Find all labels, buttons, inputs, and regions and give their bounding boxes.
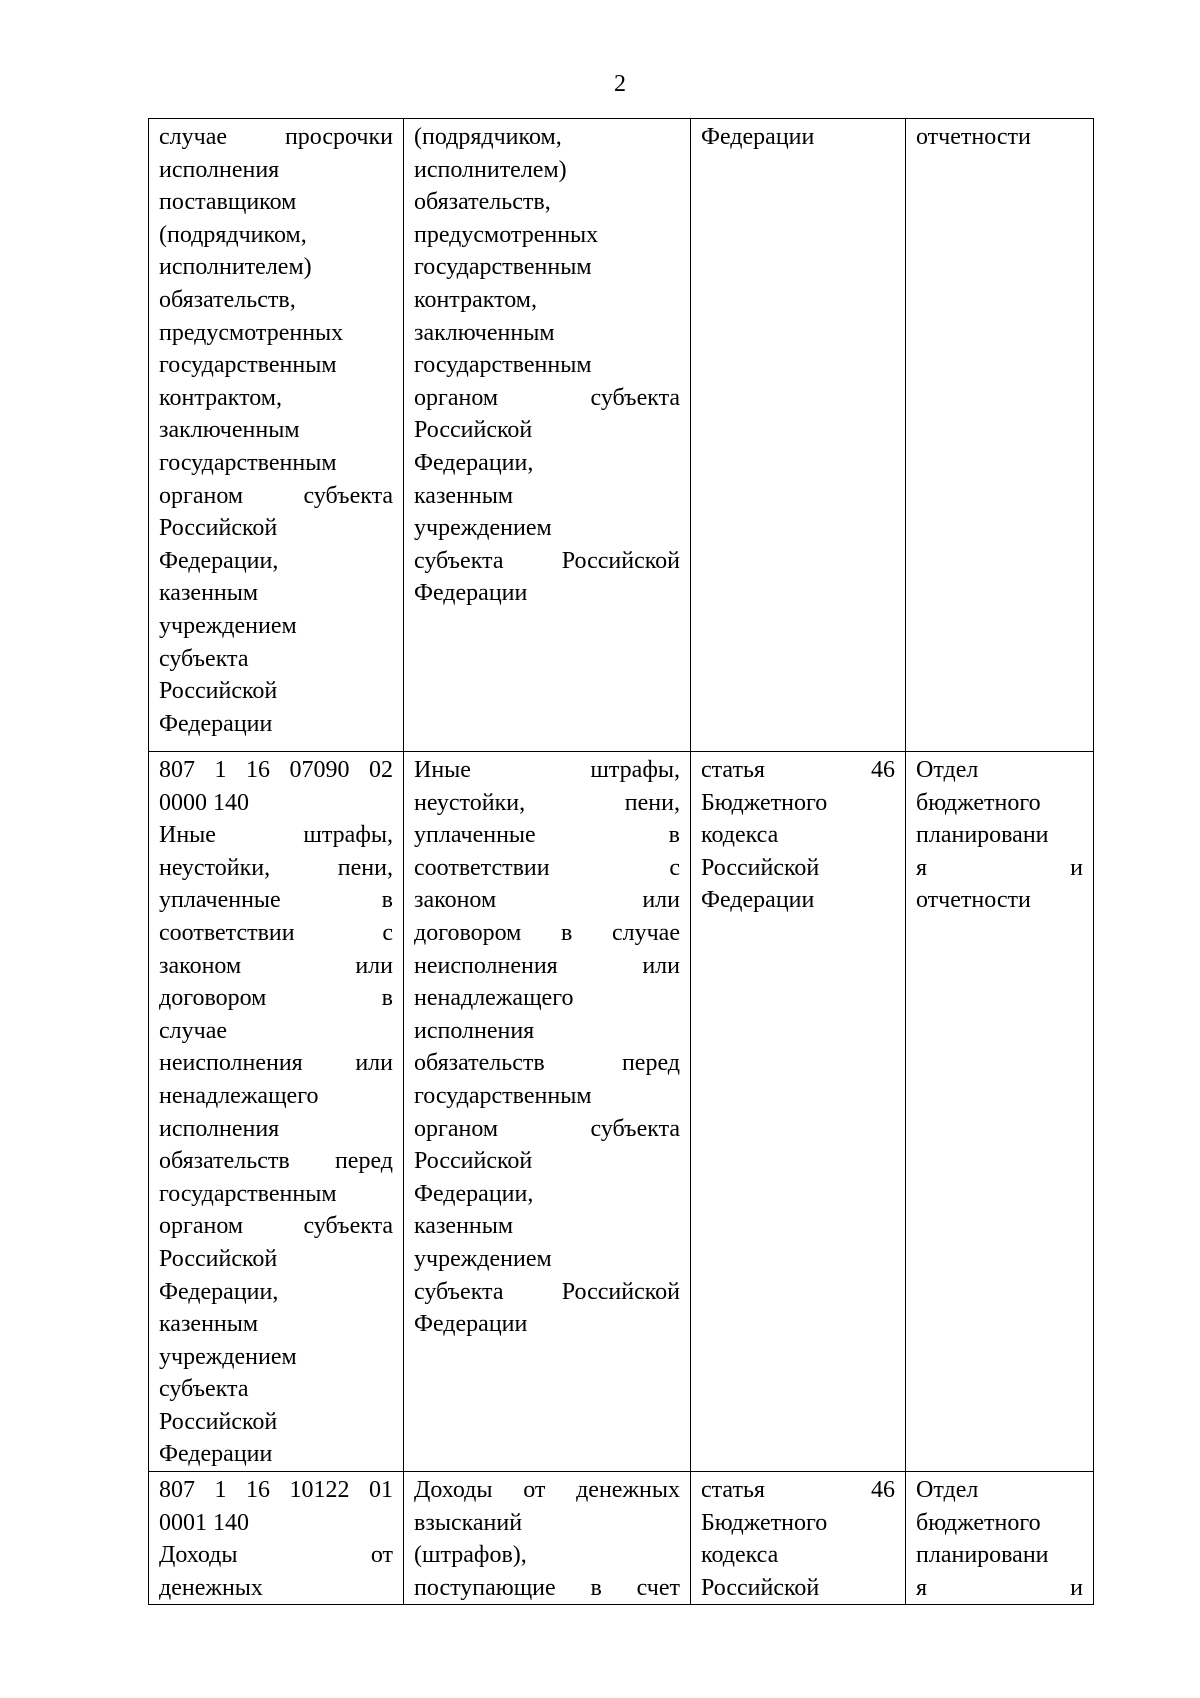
cell-text-line: обязательств,: [159, 286, 296, 313]
cell-text-line: казенным: [159, 580, 259, 607]
cell-text-line: обязательств перед: [159, 1148, 393, 1175]
cell-text-line: (штрафов),: [414, 1542, 527, 1569]
cell-text-line: Федерации: [701, 124, 815, 150]
table-cell-code-name: [149, 119, 404, 752]
cell-text-line: отчетности: [916, 124, 1031, 150]
cell-text-line: Федерации,: [159, 1278, 279, 1305]
table-cell-code-name: [149, 752, 404, 1472]
cell-text-line: государственным: [159, 1180, 337, 1207]
cell-text-line: 0001 140: [159, 1509, 249, 1536]
cell-text-line: денежных: [159, 1574, 263, 1601]
cell-text-line: Российской: [414, 417, 533, 444]
cell-text-line: обязательств,: [414, 189, 551, 216]
cell-text-line: Отдел: [916, 757, 979, 783]
table-cell-legal-basis: [691, 1472, 906, 1605]
table-row: [149, 752, 1094, 1472]
cell-text-line: 807 1 16 10122 01: [159, 1477, 393, 1504]
cell-text-line: законом или: [414, 887, 680, 914]
document-table: [148, 118, 1094, 1605]
cell-text-line: контрактом,: [414, 286, 537, 313]
cell-text-line: субъекта: [159, 1376, 249, 1403]
cell-text-line: органом субъекта: [414, 384, 680, 411]
table-row: [149, 119, 1094, 752]
cell-text-line: я и: [916, 1574, 1083, 1601]
cell-text-line: Российской: [159, 678, 278, 705]
cell-text-line: бюджетного: [916, 789, 1041, 816]
cell-text-line: учреждением: [414, 1245, 552, 1272]
cell-text-line: Российской: [159, 1408, 278, 1435]
cell-text-line: государственным: [159, 449, 337, 476]
cell-text-line: Федерации: [701, 887, 815, 914]
cell-text-line: неустойки, пени,: [159, 854, 393, 881]
cell-text-line: Бюджетного: [701, 1509, 828, 1536]
cell-text-line: заключенным: [414, 319, 555, 346]
cell-text-line: Российской: [159, 515, 278, 542]
cell-text-line: обязательств перед: [414, 1050, 680, 1077]
cell-text-line: казенным: [414, 482, 514, 509]
cell-text-line: случае: [159, 1017, 228, 1044]
cell-text-line: статья 46: [701, 757, 895, 783]
cell-text-line: кодекса: [701, 1542, 779, 1569]
cell-text-line: неисполнения или: [159, 1050, 393, 1077]
cell-text-line: договором в случае: [414, 919, 680, 946]
cell-text-line: соответствии с: [414, 854, 680, 881]
cell-text-line: уплаченные в: [159, 887, 393, 914]
cell-text-line: исполнения: [414, 1017, 535, 1044]
cell-text-line: Федерации,: [159, 547, 279, 574]
cell-text-line: субъекта: [159, 645, 249, 672]
cell-text-line: планировани: [916, 822, 1049, 849]
cell-text-line: я и: [916, 854, 1083, 881]
cell-text-line: Иные штрафы,: [414, 757, 680, 783]
cell-text-line: соответствии с: [159, 919, 393, 946]
cell-text-line: исполнения: [159, 156, 280, 183]
cell-text-line: государственным: [159, 352, 337, 379]
cell-text-line: казенным: [159, 1311, 259, 1338]
cell-text-line: Отдел: [916, 1477, 979, 1504]
cell-text-line: казенным: [414, 1213, 514, 1240]
cell-text-line: Федерации: [414, 580, 528, 607]
cell-text-line: Бюджетного: [701, 789, 828, 816]
cell-text-line: Иные штрафы,: [159, 822, 393, 849]
table-cell-description: [404, 752, 691, 1472]
cell-text-line: предусмотренных: [414, 221, 599, 248]
cell-text-line: учреждением: [159, 612, 297, 639]
cell-text-line: учреждением: [414, 515, 552, 542]
table-cell-legal-basis: [691, 119, 906, 752]
table-cell-department: [906, 1472, 1094, 1605]
table-row: [149, 1472, 1094, 1605]
cell-text-line: неустойки, пени,: [414, 789, 680, 816]
cell-text-line: неисполнения или: [414, 952, 680, 979]
cell-text-line: Федерации: [159, 710, 273, 737]
cell-text-line: предусмотренных: [159, 319, 344, 346]
cell-text-line: Российской: [414, 1148, 533, 1175]
cell-text-line: ненадлежащего: [414, 985, 574, 1012]
cell-text-line: субъекта Российской: [414, 547, 680, 574]
cell-text-line: 807 1 16 07090 02: [159, 757, 393, 783]
cell-text-line: органом субъекта: [414, 1115, 680, 1142]
cell-text-line: Российской: [159, 1245, 278, 1272]
cell-text-line: случае просрочки: [159, 124, 393, 150]
cell-text-line: Федерации: [414, 1311, 528, 1338]
table-cell-description: [404, 119, 691, 752]
cell-text-line: договором в: [159, 985, 393, 1012]
cell-text-line: Федерации,: [414, 449, 534, 476]
cell-text-line: исполнения: [159, 1115, 280, 1142]
cell-text-line: (подрядчиком,: [414, 124, 562, 150]
table-cell-department: [906, 119, 1094, 752]
cell-text-line: государственным: [414, 352, 592, 379]
cell-text-line: учреждением: [159, 1343, 297, 1370]
cell-text-line: органом субъекта: [159, 1213, 393, 1240]
cell-text-line: Федерации,: [414, 1180, 534, 1207]
cell-text-line: отчетности: [916, 887, 1031, 914]
cell-text-line: 0000 140: [159, 789, 249, 816]
cell-text-line: кодекса: [701, 822, 779, 849]
cell-text-line: законом или: [159, 952, 393, 979]
cell-text-line: Российской: [701, 854, 820, 881]
cell-text-line: поставщиком: [159, 189, 297, 216]
cell-text-line: (подрядчиком,: [159, 221, 307, 248]
table-cell-department: [906, 752, 1094, 1472]
cell-text-line: государственным: [414, 1082, 592, 1109]
table-cell-code-name: [149, 1472, 404, 1605]
cell-text-line: бюджетного: [916, 1509, 1041, 1536]
cell-text-line: уплаченные в: [414, 822, 680, 849]
page-number: 2: [614, 71, 626, 97]
cell-text-line: Российской: [701, 1574, 820, 1601]
cell-text-line: государственным: [414, 254, 592, 281]
cell-text-line: исполнителем): [159, 254, 312, 281]
cell-text-line: органом субъекта: [159, 482, 393, 509]
table-cell-legal-basis: [691, 752, 906, 1472]
table-cell-description: [404, 1472, 691, 1605]
cell-text-line: взысканий: [414, 1509, 523, 1536]
cell-text-line: исполнителем): [414, 156, 567, 183]
cell-text-line: субъекта Российской: [414, 1278, 680, 1305]
cell-text-line: Доходы от: [159, 1542, 393, 1569]
cell-text-line: ненадлежащего: [159, 1082, 319, 1109]
cell-text-line: Федерации: [159, 1441, 273, 1468]
cell-text-line: заключенным: [159, 417, 300, 444]
cell-text-line: планировани: [916, 1542, 1049, 1569]
cell-text-line: Доходы от денежных: [414, 1477, 680, 1504]
cell-text-line: поступающие в счет: [414, 1574, 680, 1601]
cell-text-line: статья 46: [701, 1477, 895, 1504]
cell-text-line: контрактом,: [159, 384, 282, 411]
